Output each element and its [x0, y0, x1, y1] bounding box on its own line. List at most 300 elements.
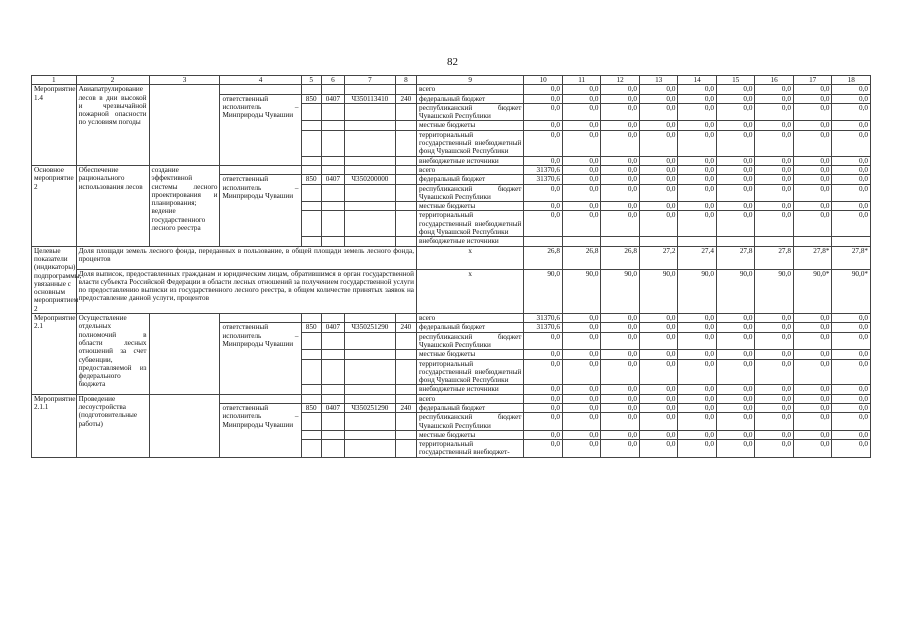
- amount-cell: 0,0: [716, 85, 755, 94]
- budget-code-empty: [321, 430, 344, 439]
- funding-source: федеральный бюджет: [417, 323, 524, 332]
- budget-code-empty: [345, 413, 396, 431]
- amount-cell: [755, 237, 794, 246]
- amount-cell: 0,0: [601, 385, 640, 394]
- budget-code-empty: [345, 130, 396, 156]
- amount-cell: 0,0: [678, 121, 717, 130]
- funding-row: [32, 165, 871, 174]
- amount-cell: 0,0: [639, 121, 678, 130]
- amount-cell: 0,0: [678, 211, 717, 237]
- executor-cell: [220, 314, 301, 323]
- budget-code-empty: [301, 394, 321, 403]
- amount-cell: 0,0: [793, 175, 832, 184]
- amount-cell: 0,0: [832, 440, 871, 458]
- amount-cell: 0,0: [639, 413, 678, 431]
- target-x: x: [417, 246, 524, 269]
- amount-cell: 0,0: [524, 385, 563, 394]
- amount-cell: 0,0: [755, 440, 794, 458]
- amount-cell: 0,0: [601, 130, 640, 156]
- amount-cell: 0,0: [793, 94, 832, 103]
- budget-code: Ч350200000: [345, 175, 396, 184]
- amount-cell: 0,0: [601, 350, 640, 359]
- budget-code-empty: [345, 156, 396, 165]
- amount-cell: 0,0: [755, 323, 794, 332]
- amount-cell: 0,0: [562, 385, 601, 394]
- executor: ответственный исполнитель – Минприроды Чувашии: [220, 175, 301, 246]
- amount-cell: 0,0: [678, 156, 717, 165]
- event-title: Осуществление отдельных полномочий в области лесных отношений за счет субвенции, предоставляемой из федерального бюджета: [76, 314, 149, 395]
- amount-cell: 0,0: [639, 184, 678, 202]
- budget-code-empty: [321, 237, 344, 246]
- page-number: 82: [447, 56, 458, 68]
- budget-code-empty: [301, 121, 321, 130]
- funding-source: территориальный государственный внебюджет-: [417, 440, 524, 458]
- column-number-header: 13: [639, 76, 678, 85]
- amount-cell: 0,0: [524, 130, 563, 156]
- amount-cell: 0,0: [601, 440, 640, 458]
- amount-cell: 0,0: [678, 332, 717, 350]
- amount-cell: 0,0: [716, 103, 755, 121]
- funding-source: республиканский бюджет Чувашской Республики: [417, 332, 524, 350]
- amount-cell: 0,0: [793, 156, 832, 165]
- target-value: 27,8*: [793, 246, 832, 269]
- amount-cell: 0,0: [562, 394, 601, 403]
- amount-cell: 0,0: [832, 175, 871, 184]
- amount-cell: 0,0: [562, 184, 601, 202]
- budget-code: [395, 175, 416, 184]
- targets-label: Целевые показатели (индикаторы) подпрограммы, увязанные с основным мероприятием 2: [32, 246, 77, 313]
- header-row: [32, 76, 871, 85]
- amount-cell: 0,0: [678, 130, 717, 156]
- budget-code: 240: [395, 94, 416, 103]
- budget-code-empty: [395, 85, 416, 94]
- budget-code: 240: [395, 403, 416, 412]
- amount-cell: 0,0: [562, 130, 601, 156]
- amount-cell: 0,0: [639, 440, 678, 458]
- amount-cell: 0,0: [793, 359, 832, 385]
- amount-cell: 0,0: [601, 413, 640, 431]
- budget-code-empty: [395, 184, 416, 202]
- budget-code-empty: [301, 413, 321, 431]
- amount-cell: 0,0: [755, 156, 794, 165]
- event-title: Проведение лесоустройства (подготовительные работы): [76, 394, 149, 457]
- amount-cell: 31370,6: [524, 323, 563, 332]
- amount-cell: 0,0: [639, 202, 678, 211]
- budget-code-empty: [395, 430, 416, 439]
- amount-cell: 0,0: [524, 413, 563, 431]
- budget-code-empty: [301, 202, 321, 211]
- amount-cell: 0,0: [601, 430, 640, 439]
- target-value: 27,4: [678, 246, 717, 269]
- amount-cell: 31370,6: [524, 314, 563, 323]
- budget-code: 0407: [321, 94, 344, 103]
- amount-cell: 0,0: [639, 130, 678, 156]
- amount-cell: 0,0: [562, 403, 601, 412]
- budget-code-empty: [301, 85, 321, 94]
- amount-cell: 0,0: [562, 85, 601, 94]
- amount-cell: 0,0: [832, 385, 871, 394]
- amount-cell: 0,0: [678, 440, 717, 458]
- column-number-header: 12: [601, 76, 640, 85]
- amount-cell: [524, 237, 563, 246]
- amount-cell: 0,0: [639, 175, 678, 184]
- budget-code-empty: [321, 85, 344, 94]
- amount-cell: 0,0: [639, 314, 678, 323]
- budget-code-empty: [321, 332, 344, 350]
- amount-cell: 0,0: [755, 130, 794, 156]
- amount-cell: [639, 237, 678, 246]
- amount-cell: 0,0: [832, 403, 871, 412]
- amount-cell: 0,0: [524, 332, 563, 350]
- amount-cell: 31370,6: [524, 175, 563, 184]
- amount-cell: 0,0: [524, 359, 563, 385]
- amount-cell: 0,0: [793, 403, 832, 412]
- funding-source: местные бюджеты: [417, 430, 524, 439]
- amount-cell: 0,0: [678, 385, 717, 394]
- target-value: 90,0*: [832, 269, 871, 313]
- amount-cell: 0,0: [755, 121, 794, 130]
- funding-source: республиканский бюджет Чувашской Республики: [417, 103, 524, 121]
- target-row: [32, 269, 871, 313]
- amount-cell: 0,0: [601, 332, 640, 350]
- amount-cell: 0,0: [832, 94, 871, 103]
- budget-code-empty: [321, 130, 344, 156]
- budget-code-empty: [321, 385, 344, 394]
- funding-source: республиканский бюджет Чувашской Республики: [417, 184, 524, 202]
- budget-code-empty: [345, 385, 396, 394]
- amount-cell: 0,0: [562, 165, 601, 174]
- amount-cell: 0,0: [832, 85, 871, 94]
- amount-cell: 0,0: [601, 85, 640, 94]
- budget-code-empty: [395, 385, 416, 394]
- amount-cell: 0,0: [601, 184, 640, 202]
- executor: ответственный исполнитель – Минприроды Чувашии: [220, 403, 301, 457]
- amount-cell: 0,0: [601, 403, 640, 412]
- budget-code-empty: [395, 314, 416, 323]
- budget-code-empty: [321, 165, 344, 174]
- budget-code: 850: [301, 94, 321, 103]
- event-title: Обеспечение рационального использования лесов: [76, 165, 149, 246]
- amount-cell: 0,0: [678, 85, 717, 94]
- target-value: 90,0: [524, 269, 563, 313]
- event-label: Мероприятие 2.1: [32, 314, 77, 395]
- amount-cell: 0,0: [601, 165, 640, 174]
- executor-cell: [220, 394, 301, 403]
- target-text: Доля выписок, предоставленных гражданам и юридическим лицам, обратившимся в орган государственной власти субъекта Российской Федерации в области лесных отношений за получением государственной услуги по предоставлению выписки из государственного лесного реестра, в общем количестве принятых заявок на предоставление данной услуги, процентов: [76, 269, 416, 313]
- amount-cell: 0,0: [793, 430, 832, 439]
- amount-cell: 0,0: [524, 85, 563, 94]
- target-value: 26,8: [601, 246, 640, 269]
- amount-cell: 0,0: [524, 156, 563, 165]
- funding-source: всего: [417, 85, 524, 94]
- amount-cell: 0,0: [832, 156, 871, 165]
- amount-cell: 0,0: [793, 323, 832, 332]
- target-value: 26,8: [524, 246, 563, 269]
- amount-cell: 0,0: [716, 184, 755, 202]
- target-value: 90,0: [716, 269, 755, 313]
- amount-cell: 0,0: [755, 359, 794, 385]
- amount-cell: 0,0: [678, 323, 717, 332]
- amount-cell: 0,0: [716, 332, 755, 350]
- amount-cell: 0,0: [678, 394, 717, 403]
- budget-code-empty: [321, 121, 344, 130]
- budget-code-empty: [395, 413, 416, 431]
- amount-cell: 0,0: [793, 332, 832, 350]
- amount-cell: 0,0: [793, 394, 832, 403]
- amount-cell: 0,0: [832, 130, 871, 156]
- amount-cell: 0,0: [678, 202, 717, 211]
- budget-code-empty: [321, 413, 344, 431]
- budget-code-empty: [301, 130, 321, 156]
- target-row: [32, 246, 871, 269]
- budget-code: 850: [301, 323, 321, 332]
- amount-cell: 0,0: [524, 403, 563, 412]
- amount-cell: 0,0: [601, 314, 640, 323]
- amount-cell: 0,0: [716, 156, 755, 165]
- funding-source: местные бюджеты: [417, 202, 524, 211]
- amount-cell: 0,0: [601, 211, 640, 237]
- target-value: 27,8: [755, 246, 794, 269]
- budget-code-empty: [345, 314, 396, 323]
- target-value: 90,0: [678, 269, 717, 313]
- amount-cell: 0,0: [793, 184, 832, 202]
- amount-cell: 0,0: [755, 94, 794, 103]
- amount-cell: 0,0: [716, 440, 755, 458]
- column-number-header: 2: [76, 76, 149, 85]
- amount-cell: 0,0: [755, 103, 794, 121]
- budget-code: 850: [301, 175, 321, 184]
- amount-cell: 0,0: [716, 430, 755, 439]
- budget-code-empty: [301, 332, 321, 350]
- amount-cell: 0,0: [832, 359, 871, 385]
- amount-cell: 0,0: [562, 350, 601, 359]
- budget-code-empty: [301, 184, 321, 202]
- amount-cell: 0,0: [716, 385, 755, 394]
- budget-table: [31, 75, 871, 458]
- amount-cell: 0,0: [601, 394, 640, 403]
- amount-cell: 0,0: [755, 211, 794, 237]
- amount-cell: 0,0: [755, 430, 794, 439]
- column-number-header: 17: [793, 76, 832, 85]
- executor: ответственный исполнитель – Минприроды Чувашии: [220, 323, 301, 394]
- executor-cell: [220, 165, 301, 174]
- budget-code: 240: [395, 323, 416, 332]
- amount-cell: 0,0: [601, 323, 640, 332]
- amount-cell: 0,0: [716, 403, 755, 412]
- amount-cell: 0,0: [601, 103, 640, 121]
- budget-code-empty: [301, 156, 321, 165]
- amount-cell: 0,0: [793, 211, 832, 237]
- amount-cell: 0,0: [678, 184, 717, 202]
- amount-cell: 0,0: [832, 394, 871, 403]
- amount-cell: 0,0: [793, 121, 832, 130]
- amount-cell: 0,0: [639, 103, 678, 121]
- budget-code-empty: [321, 156, 344, 165]
- amount-cell: 0,0: [678, 430, 717, 439]
- budget-code-empty: [321, 211, 344, 237]
- budget-code-empty: [345, 211, 396, 237]
- event-title: Авиапатрулирование лесов в дни высокой и чрезвычайной пожарной опасности по условиям погоды: [76, 85, 149, 166]
- amount-cell: [562, 237, 601, 246]
- budget-code-empty: [395, 211, 416, 237]
- amount-cell: 0,0: [793, 413, 832, 431]
- budget-code-empty: [395, 394, 416, 403]
- amount-cell: 0,0: [832, 165, 871, 174]
- amount-cell: 0,0: [793, 103, 832, 121]
- amount-cell: 0,0: [832, 121, 871, 130]
- amount-cell: 0,0: [793, 202, 832, 211]
- amount-cell: 0,0: [562, 156, 601, 165]
- budget-code-empty: [301, 165, 321, 174]
- amount-cell: 0,0: [755, 350, 794, 359]
- amount-cell: [832, 237, 871, 246]
- funding-source: внебюджетные источники: [417, 156, 524, 165]
- amount-cell: 0,0: [639, 332, 678, 350]
- amount-cell: 0,0: [716, 202, 755, 211]
- amount-cell: 0,0: [755, 332, 794, 350]
- amount-cell: 0,0: [639, 94, 678, 103]
- amount-cell: 0,0: [755, 394, 794, 403]
- amount-cell: 0,0: [832, 323, 871, 332]
- target-value: 27,8*: [832, 246, 871, 269]
- budget-code-empty: [395, 359, 416, 385]
- funding-source: внебюджетные источники: [417, 385, 524, 394]
- budget-code-empty: [345, 350, 396, 359]
- column-number-header: 8: [395, 76, 416, 85]
- amount-cell: 0,0: [601, 175, 640, 184]
- budget-code-empty: [301, 350, 321, 359]
- budget-code-empty: [345, 430, 396, 439]
- amount-cell: 0,0: [562, 202, 601, 211]
- column-number-header: 18: [832, 76, 871, 85]
- target-x: x: [417, 269, 524, 313]
- amount-cell: 0,0: [524, 440, 563, 458]
- amount-cell: 0,0: [832, 430, 871, 439]
- budget-code-empty: [395, 130, 416, 156]
- budget-code-empty: [345, 332, 396, 350]
- budget-code-empty: [345, 121, 396, 130]
- funding-source: территориальный государственный внебюджетный фонд Чувашской Республики: [417, 359, 524, 385]
- amount-cell: 0,0: [793, 130, 832, 156]
- column-number-header: 11: [562, 76, 601, 85]
- column-number-header: 4: [220, 76, 301, 85]
- column-number-header: 9: [417, 76, 524, 85]
- budget-code: Ч350113410: [345, 94, 396, 103]
- amount-cell: 0,0: [639, 394, 678, 403]
- amount-cell: 0,0: [755, 385, 794, 394]
- amount-cell: 0,0: [793, 165, 832, 174]
- budget-code-empty: [345, 85, 396, 94]
- amount-cell: 0,0: [793, 85, 832, 94]
- amount-cell: 0,0: [524, 202, 563, 211]
- funding-source: всего: [417, 314, 524, 323]
- column-number-header: 6: [321, 76, 344, 85]
- budget-code-empty: [301, 237, 321, 246]
- amount-cell: 0,0: [716, 413, 755, 431]
- amount-cell: 0,0: [832, 413, 871, 431]
- column-number-header: 5: [301, 76, 321, 85]
- amount-cell: 0,0: [601, 359, 640, 385]
- budget-code-empty: [345, 184, 396, 202]
- funding-source: местные бюджеты: [417, 350, 524, 359]
- amount-cell: 0,0: [755, 175, 794, 184]
- amount-cell: 0,0: [716, 121, 755, 130]
- budget-code-empty: [301, 440, 321, 458]
- target-value: 90,0: [639, 269, 678, 313]
- target-value: 27,2: [639, 246, 678, 269]
- event-label: Мероприятие 2.1.1: [32, 394, 77, 457]
- budget-code-empty: [395, 332, 416, 350]
- amount-cell: 0,0: [716, 94, 755, 103]
- funding-source: всего: [417, 165, 524, 174]
- funding-source: местные бюджеты: [417, 121, 524, 130]
- amount-cell: 0,0: [639, 403, 678, 412]
- amount-cell: 0,0: [639, 85, 678, 94]
- amount-cell: 0,0: [716, 211, 755, 237]
- column-number-header: 10: [524, 76, 563, 85]
- amount-cell: 0,0: [716, 323, 755, 332]
- column-number-header: 3: [149, 76, 220, 85]
- funding-source: территориальный государственный внебюджетный фонд Чувашской Республики: [417, 130, 524, 156]
- executor: ответственный исполнитель – Минприроды Чувашии: [220, 94, 301, 165]
- amount-cell: 0,0: [755, 184, 794, 202]
- target-value: 27,8: [716, 246, 755, 269]
- amount-cell: 0,0: [678, 165, 717, 174]
- amount-cell: 0,0: [524, 94, 563, 103]
- amount-cell: 0,0: [562, 211, 601, 237]
- funding-row: [32, 314, 871, 323]
- amount-cell: 0,0: [716, 165, 755, 174]
- budget-code-empty: [345, 103, 396, 121]
- amount-cell: 0,0: [562, 359, 601, 385]
- budget-code-empty: [301, 359, 321, 385]
- event-label: Мероприятие 1.4: [32, 85, 77, 166]
- budget-code-empty: [395, 440, 416, 458]
- amount-cell: 0,0: [832, 332, 871, 350]
- amount-cell: 0,0: [716, 359, 755, 385]
- budget-code-empty: [345, 394, 396, 403]
- amount-cell: 0,0: [562, 314, 601, 323]
- amount-cell: 0,0: [639, 165, 678, 174]
- budget-code: 0407: [321, 175, 344, 184]
- budget-code-empty: [321, 103, 344, 121]
- budget-code-empty: [395, 165, 416, 174]
- budget-code-empty: [395, 103, 416, 121]
- amount-cell: 0,0: [639, 430, 678, 439]
- amount-cell: [678, 237, 717, 246]
- amount-cell: 0,0: [562, 430, 601, 439]
- amount-cell: 0,0: [601, 156, 640, 165]
- column-number-header: 15: [716, 76, 755, 85]
- column-number-header: 7: [345, 76, 396, 85]
- column-number-header: 16: [755, 76, 794, 85]
- budget-code: Ч350251290: [345, 403, 396, 412]
- amount-cell: [793, 237, 832, 246]
- amount-cell: 0,0: [716, 130, 755, 156]
- budget-code-empty: [395, 202, 416, 211]
- amount-cell: 0,0: [601, 202, 640, 211]
- funding-source: республиканский бюджет Чувашской Республики: [417, 413, 524, 431]
- budget-code-empty: [395, 350, 416, 359]
- amount-cell: 0,0: [678, 175, 717, 184]
- amount-cell: 0,0: [524, 211, 563, 237]
- amount-cell: 0,0: [832, 184, 871, 202]
- amount-cell: 0,0: [832, 103, 871, 121]
- amount-cell: 0,0: [639, 359, 678, 385]
- amount-cell: 0,0: [639, 211, 678, 237]
- budget-code-empty: [321, 314, 344, 323]
- amount-cell: 0,0: [562, 103, 601, 121]
